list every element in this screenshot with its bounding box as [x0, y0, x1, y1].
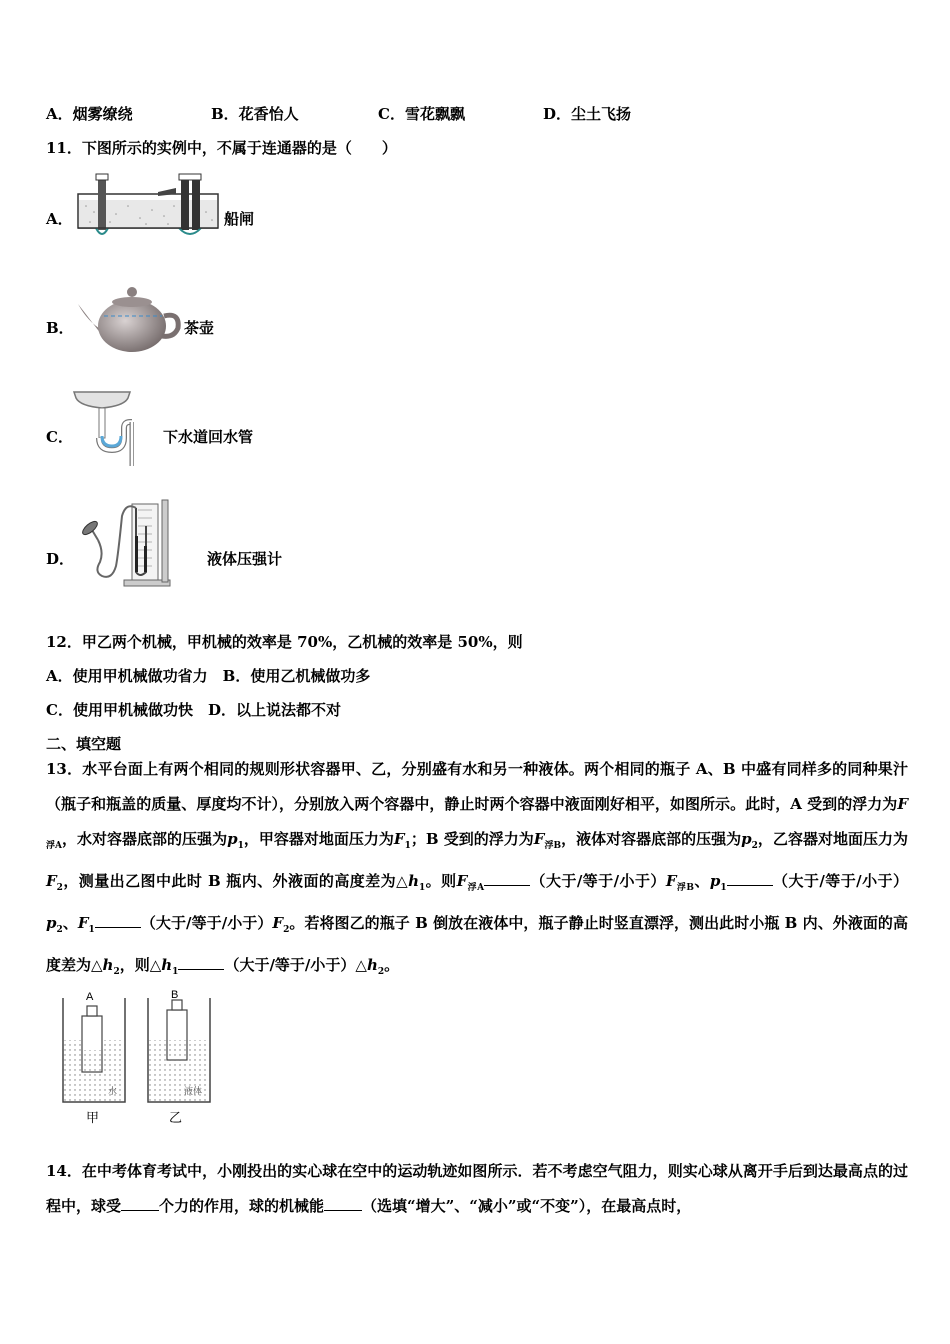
answer-blank[interactable] [178, 957, 224, 970]
q11-option-d-letter: D． [46, 550, 75, 568]
q10-option-d: D．尘土飞扬 [543, 105, 632, 123]
bottle-b-label: B [171, 989, 179, 1001]
answer-blank[interactable] [727, 873, 773, 886]
q14-text: 14．在中考体育考试中，小刚投出的实心球在空中的运动轨迹如图所示．若不考虑空气阻力，则实心球从离开手后到达最高点的过程中，球受 个力的作用，球的机械能 （选填“增大”、“减小”或“不变”），在最高点时， [46, 1162, 908, 1215]
containers-figure [58, 988, 218, 1128]
q11-stem: 11．下图所示的实例中，不属于连通器的是（ ） [46, 139, 397, 157]
q12-stem: 12．甲乙两个机械，甲机械的效率是 70%，乙机械的效率是 50%，则 [46, 633, 523, 651]
pressure-gauge-icon [76, 496, 176, 590]
q12-options-cd: C．使用甲机械做功快 D．以上说法都不对 [46, 701, 341, 719]
answer-blank[interactable] [121, 1198, 159, 1211]
container-jia-label: 甲 [86, 1111, 100, 1126]
teapot-icon [74, 282, 184, 356]
q13-text: 13．水平台面上有两个相同的规则形状容器甲、乙，分别盛有水和另一种液体。两个相同的瓶子 A、B 中盛有同样多的同种果汁（瓶子和瓶盖的质量、厚度均不计），分别放入两个容器中，静止时两个容器中液面刚好相平，如图所示。此时，A 受到的浮力为$F_{浮A}$，水对容器底部的压强为$p_1$，甲容器对地面压力为$F_1$；B 受到的浮力为$F_{浮B}$，液体对容器底部的压强为$p_2$，乙容器对地面压力为$F_2$，测量出乙图中此时 B 瓶内、外液面的高度差为$\triangle h_1$。则$F_{浮A}$ （大于/等于/小于）$F_{浮B}$、$p_1$ （大于/等于/小于）$p_2$、$F_1$ （大于/等于/小于）$F_2$。若将图乙的瓶子 B 倒放在液体中，瓶子静止时竖直漂浮，测出此时小瓶 B 内、外液面的高度差为$\triangle h_2$，则$\triangle h_1$ （大于/等于/小于）$\triangle h_2$。 [46, 760, 908, 977]
q11-option-a-letter: A． [46, 210, 73, 228]
q11-option-c-caption: 下水道回水管 [163, 428, 254, 446]
answer-blank[interactable] [324, 1198, 362, 1211]
q11-option-d-caption: 液体压强计 [207, 550, 283, 568]
section-heading: 二、填空题 [46, 735, 122, 753]
answer-blank[interactable] [484, 873, 530, 886]
q11-option-b-caption: 茶壶 [184, 319, 215, 337]
ship-lock-icon [76, 170, 224, 240]
container-yi-label: 乙 [169, 1111, 183, 1126]
q10-option-b: B．花香怡人 [211, 105, 299, 123]
water-label: 水 [108, 1087, 118, 1097]
drain-trap-icon [72, 388, 134, 468]
answer-blank[interactable] [95, 915, 141, 928]
q11-option-a-caption: 船闸 [224, 210, 255, 228]
bottle-a-label: A [86, 991, 94, 1003]
q10-option-c: C．雪花飘飘 [378, 105, 465, 123]
q11-option-c-letter: C． [46, 428, 73, 446]
q10-option-a: A．烟雾缭绕 [46, 105, 133, 123]
q12-options-ab: A．使用甲机械做功省力 B．使用乙机械做功多 [46, 667, 371, 685]
q11-option-b-letter: B． [46, 319, 74, 337]
liquid-label: 液体 [184, 1087, 203, 1097]
